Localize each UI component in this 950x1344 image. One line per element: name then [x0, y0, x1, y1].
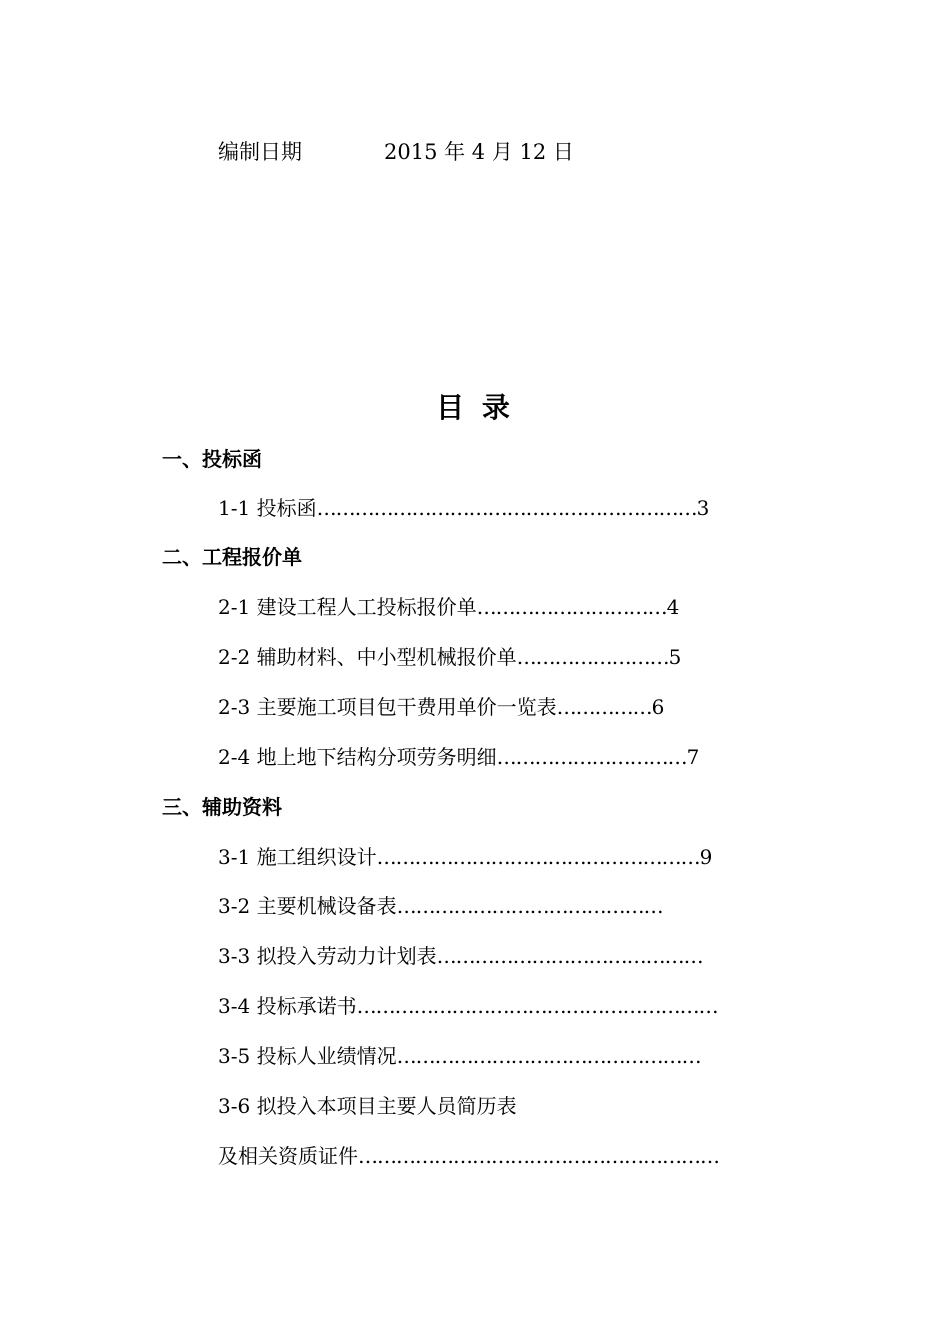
toc-entry	[218, 641, 681, 670]
toc-entry	[218, 1090, 517, 1119]
toc-entry-dots: …………………………	[496, 745, 687, 769]
toc-entry-text: 3-4 投标承诺书	[218, 994, 357, 1018]
toc-entry	[218, 1040, 701, 1069]
toc-entry-text: 3-3 拟投入劳动力计划表	[218, 944, 437, 968]
toc-entry-text: 2-3 主要施工项目包干费用单价一览表	[218, 695, 557, 719]
toc-entry	[218, 890, 663, 919]
toc-entry-dots: ……………………	[516, 645, 669, 669]
compile-date-value: 2015 年 4 月 12 日	[384, 140, 574, 164]
toc-entry-page: 4	[666, 595, 680, 619]
toc-entry	[218, 591, 679, 620]
toc-entry-text: 2-1 建设工程人工投标报价单	[218, 595, 477, 619]
toc-entry-text: 3-1 施工组织设计	[218, 845, 377, 869]
toc-section-heading: 二、工程报价单	[162, 545, 302, 569]
toc-entry	[218, 492, 709, 521]
toc-entry-page: 3	[696, 496, 710, 520]
toc-entry	[218, 940, 703, 969]
toc-entry-text: 3-2 主要机械设备表	[218, 894, 397, 918]
toc-entry-dots: ……………………………………………	[376, 845, 700, 869]
toc-entry-dots: …………………………………………………	[356, 994, 718, 1018]
toc-entry-dots: ……………	[556, 695, 652, 719]
toc-entry	[218, 741, 699, 770]
toc-entry	[218, 691, 664, 720]
toc-entry-text: 3-6 拟投入本项目主要人员简历表	[218, 1094, 517, 1118]
toc-title: 目 录	[436, 391, 514, 424]
toc-entry-dots: ……………………………………………………	[316, 496, 697, 520]
toc-entry-text: 1-1 投标函	[218, 496, 317, 520]
toc-entry-text: 2-4 地上地下结构分项劳务明细	[218, 745, 497, 769]
toc-entry	[218, 841, 712, 870]
toc-entry	[218, 1140, 719, 1169]
toc-entry-text: 及相关资质证件	[218, 1144, 358, 1168]
toc-section-heading: 一、投标函	[162, 447, 262, 471]
toc-section-heading: 三、辅助资料	[162, 795, 282, 819]
toc-entry-text: 3-5 投标人业绩情况	[218, 1044, 397, 1068]
toc-entry-dots: ……………………………………	[436, 944, 703, 968]
toc-entry	[218, 990, 718, 1019]
toc-entry-page: 9	[699, 845, 713, 869]
toc-entry-text: 2-2 辅助材料、中小型机械报价单	[218, 645, 517, 669]
toc-entry-page: 6	[651, 695, 665, 719]
toc-entry-page: 5	[668, 645, 682, 669]
toc-entry-dots: …………………………………………	[396, 1044, 701, 1068]
toc-entry-dots: …………………………………………………	[358, 1144, 719, 1168]
toc-entry-dots: …………………………	[476, 595, 667, 619]
compile-date-label: 编制日期	[218, 140, 302, 164]
toc-entry-page: 7	[686, 745, 700, 769]
toc-entry-dots: ……………………………………	[396, 894, 663, 918]
